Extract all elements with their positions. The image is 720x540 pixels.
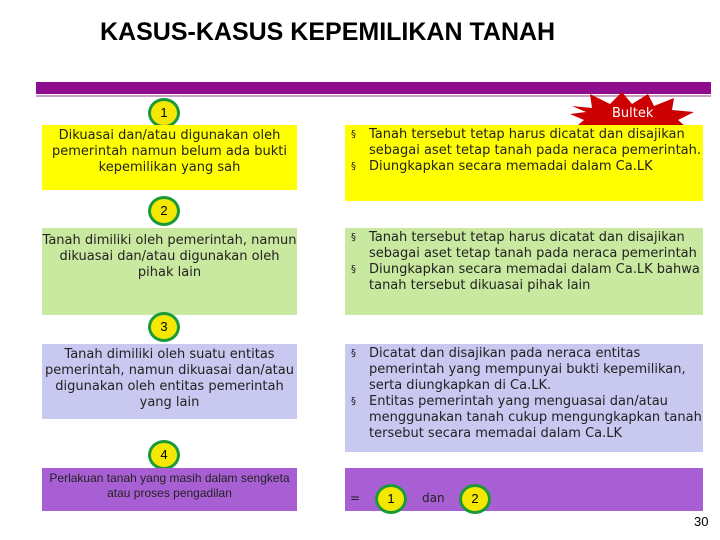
page-title: KASUS-KASUS KEPEMILIKAN TANAH bbox=[100, 18, 556, 46]
case-2-treatment bbox=[345, 228, 703, 315]
case-1-treatment-item: § Tanah tersebut tetap harus dicatat dan disajikan sebagai aset tetap tanah pada neraca pemerintah. bbox=[351, 127, 702, 158]
case-1-description: Dikuasai dan/atau digunakan oleh pemerintah namun belum ada bukti kepemilikan yang sah bbox=[42, 125, 297, 190]
case-3-description: Tanah dimiliki oleh suatu entitas pemerintah, namun dikuasai dan/atau digunakan oleh entitas pemerintah yang lain bbox=[42, 344, 297, 419]
case-2-treatment-item: § Tanah tersebut tetap harus dicatat dan disajikan sebagai aset tetap tanah pada neraca pemerintah bbox=[351, 230, 697, 261]
case-1-number: 1 bbox=[148, 98, 180, 128]
ref-case-2: 2 bbox=[459, 484, 491, 514]
case-3-number: 3 bbox=[148, 312, 180, 342]
equals-sign: = bbox=[350, 491, 361, 505]
bultek-badge-label: Bultek bbox=[612, 106, 654, 121]
case-4-treatment bbox=[345, 468, 703, 511]
case-4-number: 4 bbox=[148, 440, 180, 470]
case-1-treatment bbox=[345, 125, 703, 201]
case-2-number: 2 bbox=[148, 196, 180, 226]
case-1-treatment-item: § Diungkapkan secara memadai dalam Ca.LK bbox=[351, 159, 653, 174]
case-3-treatment-item: § Entitas pemerintah yang menguasai dan/atau menggunakan tanah cukup mengungkapkan tanah tersebut secara memadai dalam Ca.LK bbox=[351, 394, 702, 441]
case-3-treatment bbox=[345, 344, 703, 452]
case-2-treatment-item: § Diungkapkan secara memadai dalam Ca.LK bahwa tanah tersebut dikuasai pihak lain bbox=[351, 262, 700, 293]
case-4-description: Perlakuan tanah yang masih dalam sengketa atau proses pengadilan bbox=[42, 468, 297, 511]
dan-label: dan bbox=[422, 491, 445, 505]
case-2-description: Tanah dimiliki oleh pemerintah, namun dikuasai dan/atau digunakan oleh pihak lain bbox=[42, 228, 297, 315]
case-3-treatment-item: § Dicatat dan disajikan pada neraca entitas pemerintah yang mempunyai bukti kepemilikan, serta diungkapkan di Ca.LK. bbox=[351, 346, 686, 393]
page-number: 30 bbox=[694, 514, 709, 529]
ref-case-1: 1 bbox=[375, 484, 407, 514]
